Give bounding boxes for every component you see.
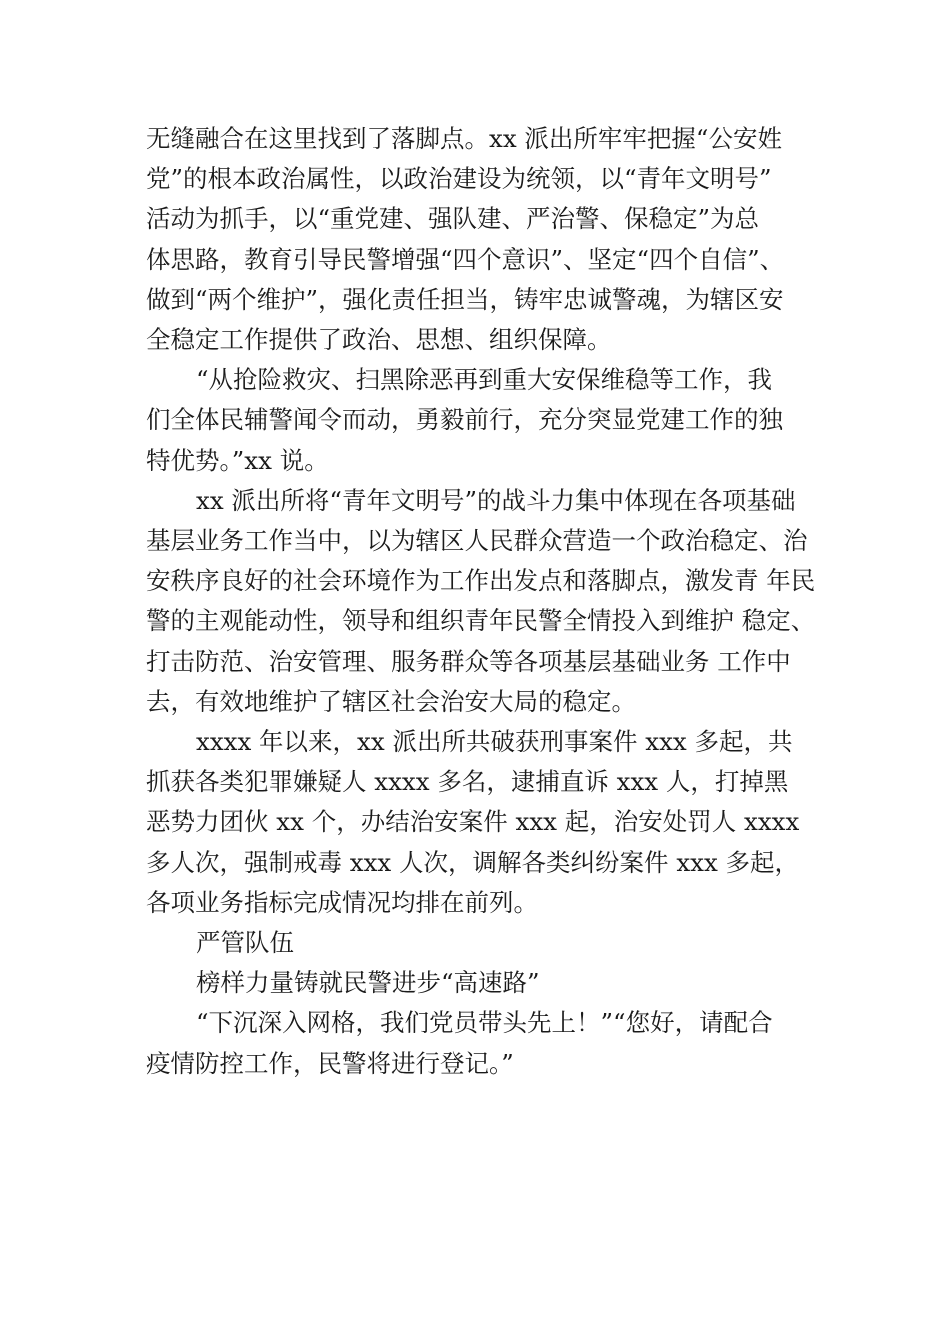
- text-line: 无缝融合在这里找到了落脚点。xx 派出所牢牢把握“公安姓: [146, 124, 782, 153]
- text-line: xx 派出所将“青年文明号”的战斗力集中体现在各项基础: [196, 485, 796, 515]
- text-line: 安秩序良好的社会环境作为工作出发点和落脚点，激发青 年民: [146, 566, 816, 596]
- text-line: 做到“两个维护”，强化责任担当，铸牢忠诚警魂，为辖区安: [146, 284, 784, 314]
- text-line: 特优势。”xx 说。: [146, 445, 329, 475]
- subheading-text: 榜样力量铸就民警进步“高速路”: [196, 968, 540, 998]
- text-line: “下沉深入网格，我们党员带头先上！”“您好，请配合: [196, 1008, 773, 1038]
- section-subheading: [146, 963, 812, 1003]
- text-line: xxxx 年以来，xx 派出所共破获刑事案件 xxx 多起，共: [196, 727, 793, 757]
- text-line: 警的主观能动性，领导和组织青年民警全情投入到维护 稳定、: [146, 606, 816, 636]
- text-line: 党”的根本政治属性，以政治建设为统领，以“青年文明号”: [146, 164, 772, 194]
- paragraph-youth-civilization: [146, 481, 816, 722]
- paragraph-epidemic-quote: [146, 1003, 812, 1083]
- text-line: 体思路，教育引导民警增强“四个意识”、坚定“四个自信”、: [146, 244, 785, 274]
- paragraph-party-building: [146, 119, 812, 360]
- section-heading: [146, 923, 812, 963]
- text-line: 活动为抓手，以“重党建、强队建、严治警、保稳定”为总: [146, 204, 760, 234]
- document-body: [146, 119, 816, 1084]
- paragraph-quote: [146, 360, 812, 481]
- text-line: 多人次，强制戒毒 xxx 人次，调解各类纠纷案件 xxx 多起，: [146, 847, 800, 877]
- heading-text: 严管队伍: [196, 928, 294, 958]
- text-line: 去，有效地维护了辖区社会治安大局的稳定。: [146, 686, 636, 716]
- text-line: 打击防范、治安管理、服务群众等各项基层基础业务 工作中: [146, 646, 791, 676]
- text-line: 各项业务指标完成情况均排在前列。: [146, 887, 538, 917]
- text-line: “从抢险救灾、扫黑除恶再到重大安保维稳等工作，我: [196, 365, 773, 395]
- text-line: 全稳定工作提供了政治、思想、组织保障。: [146, 325, 612, 355]
- text-line: 恶势力团伙 xx 个，办结治安案件 xxx 起，治安处罚人 xxxx: [146, 807, 800, 837]
- text-line: 们全体民辅警闻令而动，勇毅前行，充分突显党建工作的独: [146, 405, 783, 435]
- text-line: 疫情防控工作，民警将进行登记。”: [146, 1048, 514, 1078]
- paragraph-statistics: [146, 722, 812, 923]
- text-line: 基层业务工作当中，以为辖区人民群众营造一个政治稳定、治: [146, 526, 808, 556]
- text-line: 抓获各类犯罪嫌疑人 xxxx 多名，逮捕直诉 xxx 人，打掉黑: [146, 767, 789, 797]
